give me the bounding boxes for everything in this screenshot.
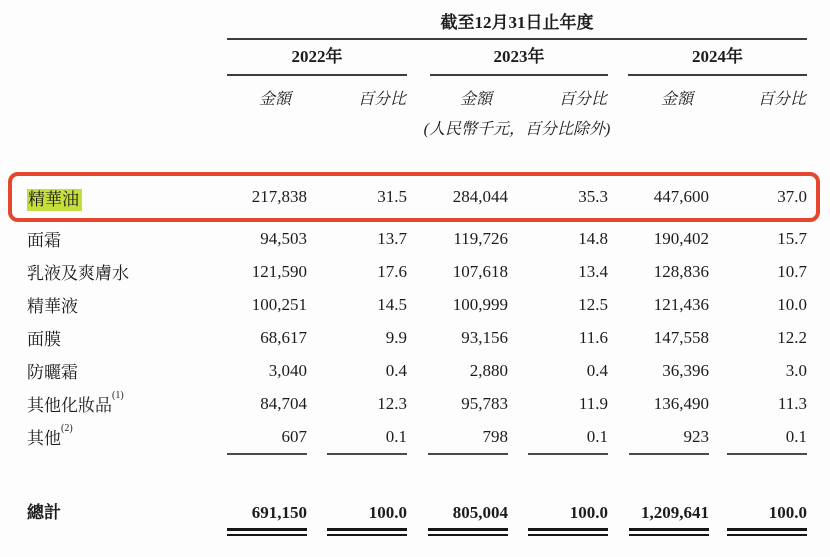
cell-value: 121,436 (653, 294, 709, 314)
table-row (27, 354, 807, 387)
cell-value: 0.4 (385, 360, 407, 380)
cell-value: 15.7 (777, 228, 807, 248)
row-label: 面膜 (27, 330, 61, 349)
cell-value: 12.5 (578, 294, 608, 314)
cell-value: 93,156 (461, 327, 508, 347)
cell-value: 0.1 (785, 426, 807, 446)
cell-value: 95,783 (461, 393, 508, 413)
row-label (27, 185, 227, 210)
total-double-rule (528, 528, 608, 536)
subtotal-rule-row (27, 453, 807, 457)
column-rule (428, 453, 508, 455)
total-double-rule (428, 528, 508, 536)
year-group-2022 (227, 40, 407, 78)
cell-value: 14.5 (377, 294, 407, 314)
table-row (27, 222, 807, 255)
cell-value: 10.0 (777, 294, 807, 314)
year-label-2022: 2022年 (227, 40, 407, 76)
table-row (27, 420, 807, 453)
total-double-rule (727, 528, 807, 536)
cell-value: 2,880 (469, 360, 508, 380)
cell-value: 0.4 (586, 360, 608, 380)
cell-value: 84,704 (260, 393, 307, 413)
cell-value: 17.6 (377, 261, 407, 281)
total-row (27, 457, 807, 528)
table-row (27, 172, 807, 222)
cell-value: 107,618 (452, 261, 508, 281)
total-double-rule (227, 528, 307, 536)
year-label-2024: 2024年 (628, 40, 807, 76)
total-double-rule (629, 528, 709, 536)
column-rule (227, 453, 307, 455)
table-row (27, 288, 807, 321)
units-note-row (27, 115, 807, 148)
footnote-marker: (2) (61, 423, 73, 435)
footnote-marker: (1) (112, 390, 124, 402)
column-rule (727, 453, 807, 455)
cell-value: 11.6 (578, 327, 608, 347)
highlighted-label: 精華油 (27, 189, 82, 211)
cell-value: 11.3 (777, 393, 807, 413)
cell-value: 3.0 (785, 360, 807, 380)
cell-value: 217,838 (251, 187, 307, 206)
year-header-row (27, 40, 807, 78)
col-header-percent-2024: 百分比 (757, 91, 806, 108)
row-label: 精華液 (27, 297, 78, 316)
cell-value: 121,590 (251, 261, 307, 281)
column-rule (528, 453, 608, 455)
total-value: 100.0 (368, 503, 407, 522)
cell-value: 9.9 (385, 327, 407, 347)
year-label-2023: 2023年 (430, 40, 608, 76)
col-header-percent-2022: 百分比 (357, 91, 406, 108)
total-value: 805,004 (452, 503, 508, 522)
cell-value: 68,617 (260, 327, 307, 347)
total-value: 100.0 (768, 503, 807, 522)
col-header-amount-2022: 金額 (258, 91, 291, 108)
column-rule (327, 453, 407, 455)
cell-value: 119,726 (453, 228, 508, 248)
cell-value: 3,040 (268, 360, 307, 380)
total-value: 691,150 (251, 503, 307, 522)
cell-value: 0.1 (385, 426, 407, 446)
total-double-rule (327, 528, 407, 536)
cell-value: 94,503 (260, 228, 307, 248)
cell-value: 136,490 (653, 393, 709, 413)
cell-value: 37.0 (777, 187, 807, 206)
cell-value: 798 (482, 426, 508, 446)
year-group-2024 (608, 40, 807, 78)
cell-value: 100,999 (452, 294, 508, 314)
cell-value: 36,396 (662, 360, 709, 380)
cell-value: 14.8 (578, 228, 608, 248)
row-label: 面霜 (27, 231, 61, 250)
row-label: 其他化妝品$^{(1)}$ (27, 390, 124, 415)
col-header-amount-2023: 金額 (459, 91, 492, 108)
units-note: (人民幣千元，百分比除外) (423, 121, 611, 138)
column-header-row (27, 78, 807, 115)
col-header-percent-2023: 百分比 (558, 91, 607, 108)
cell-value: 147,558 (653, 327, 709, 347)
cell-value: 12.2 (777, 327, 807, 347)
row-label: 乳液及爽膚水 (27, 264, 129, 283)
cell-value: 284,044 (452, 187, 508, 206)
table-header (27, 10, 807, 40)
cell-value: 11.9 (578, 393, 608, 413)
total-value: 1,209,641 (641, 503, 709, 522)
cell-value: 0.1 (586, 426, 608, 446)
row-label: 其他$^{(2)}$ (27, 423, 73, 448)
table-row (27, 255, 807, 288)
cell-value: 447,600 (653, 187, 709, 206)
year-group-2023 (407, 40, 608, 78)
cell-value: 190,402 (653, 228, 709, 248)
cell-value: 31.5 (377, 187, 407, 206)
cell-value: 13.7 (377, 228, 407, 248)
column-rule (629, 453, 709, 455)
cell-value: 10.7 (777, 261, 807, 281)
cell-value: 13.4 (578, 261, 608, 281)
col-header-amount-2024: 金額 (660, 91, 693, 108)
table-row (27, 387, 807, 420)
row-label: 防曬霜 (27, 363, 78, 382)
cell-value: 607 (281, 426, 307, 446)
table-row (27, 321, 807, 354)
cell-value: 100,251 (251, 294, 307, 314)
table-title: 截至12月31日止年度 (227, 10, 807, 40)
cell-value: 35.3 (578, 187, 608, 206)
total-rule-row (27, 528, 807, 538)
total-label: 總計 (27, 503, 61, 522)
cell-value: 12.3 (377, 393, 407, 413)
cell-value: 923 (683, 426, 709, 446)
cell-value: 128,836 (653, 261, 709, 281)
total-value: 100.0 (569, 503, 608, 522)
